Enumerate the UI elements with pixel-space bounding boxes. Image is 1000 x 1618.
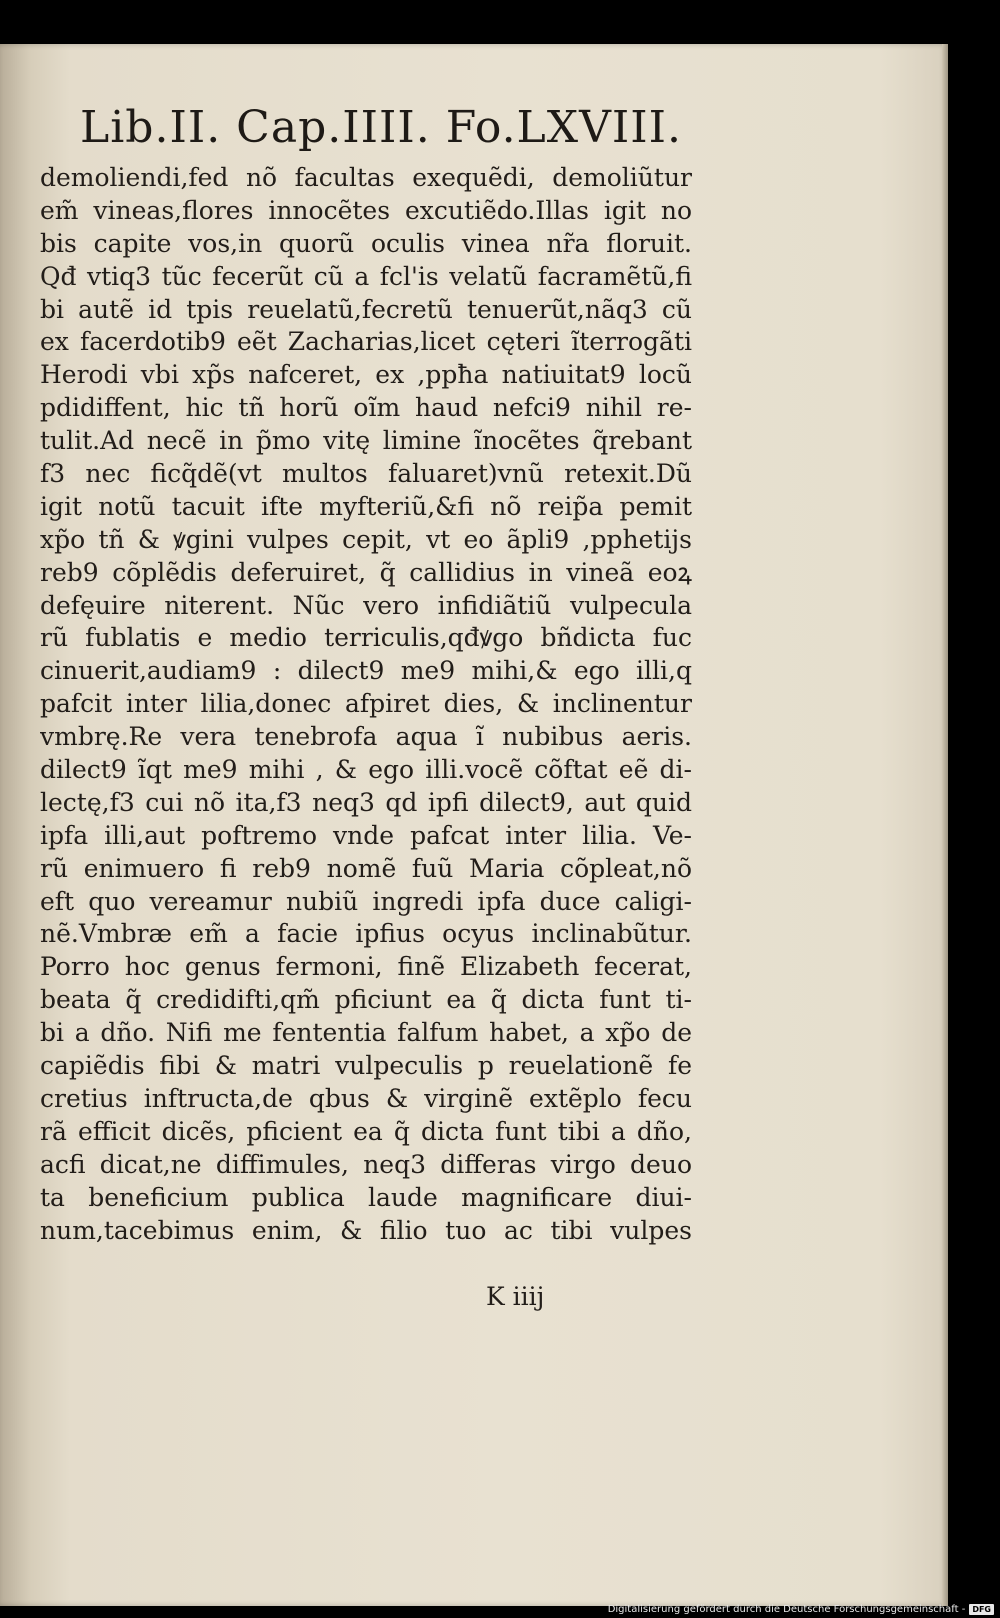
- text-line: bis capite vos,in quorũ oculis vinea nr̃a floruit.: [40, 228, 692, 258]
- running-header: Lib.II. Cap.IIII. Fo.LXVIII.: [80, 102, 682, 153]
- text-line: xp̃o tñ & ꝟgini vulpes cepit, vt eo ãpli9 ,pphetijs: [40, 524, 692, 554]
- text-line: rũ fublatis e medio terriculis,qđꝟgo bñdicta fuc: [40, 623, 692, 653]
- text-line: nẽ.Vmbræ em̃ a facie ipfius ocyus inclinabũtur.: [40, 919, 692, 949]
- text-line: Porro hoc genus fermoni, finẽ Elizabeth fecerat,: [40, 952, 692, 982]
- text-line: ex facerdotib9 eẽt Zacharias,licet cęteri ĩterrogãti: [40, 327, 692, 357]
- text-line: cinuerit,audiam9 : dilect9 me9 mihi,& ego illi,q: [40, 656, 692, 686]
- text-line: lectę,f3 cui nõ ita,f3 neq3 qd ipfi dilect9, aut quid: [40, 787, 692, 817]
- digitization-credit: [608, 1604, 994, 1615]
- text-line: Qđ vtiq3 tũc fecerũt cũ a fcl'is velatũ facramẽtũ,fi: [40, 261, 692, 291]
- text-line: pdidiffent, hic tñ horũ oĩm haud nefci9 nihil re-: [40, 393, 692, 423]
- book-page: [0, 44, 948, 1606]
- text-line: pafcit inter lilia,donec afpiret dies, & inclinentur: [40, 689, 692, 719]
- text-line: Herodi vbi xp̃s nafceret, ex ,ppħa natiuitat9 locũ: [40, 360, 692, 390]
- text-line: ta beneficium publica laude magnificare diui-: [40, 1182, 692, 1212]
- text-line: demoliendi,fed nõ facultas exequẽdi, demoliũtur: [40, 163, 692, 192]
- text-line: reb9 cõplẽdis deferuiret, q̃ callidius in vineã eoꝝ: [40, 557, 692, 587]
- text-line: cretius inftructa,de qbus & virginẽ extẽplo fecu: [40, 1083, 692, 1113]
- dfg-logo: DFG: [969, 1604, 994, 1615]
- signature-mark: K iiij: [486, 1282, 545, 1311]
- text-line: igit notũ tacuit ifte myfteriũ,&fi nõ reip̃a pemit: [40, 491, 692, 521]
- text-line: defęuire niterent. Nũc vero infidiãtiũ vulpecula: [40, 590, 692, 620]
- text-line: bi a dño. Nifi me fententia falfum habet, a xp̃o de: [40, 1018, 692, 1048]
- body-text: [40, 162, 692, 1247]
- text-line: capiẽdis fibi & matri vulpeculis p reuelationẽ fe: [40, 1051, 692, 1081]
- text-line: bi autẽ id tpis reuelatũ,fecretũ tenuerũt,nãq3 cũ: [40, 294, 692, 324]
- text-line: tulit.Ad necẽ in p̃mo vitę limine ĩnocẽtes q̃rebant: [40, 426, 692, 456]
- text-line: num,tacebimus enim, & filio tuo ac tibi vulpes: [40, 1215, 692, 1245]
- text-line: em̃ vineas,flores innocẽtes excutiẽdo.Illas igit no: [40, 195, 692, 225]
- text-line: eft quo vereamur nubiũ ingredi ipfa duce caligi-: [40, 886, 692, 916]
- text-line: ipfa illi,aut poftremo vnde pafcat inter lilia. Ve-: [40, 820, 692, 850]
- page-edge: [942, 44, 948, 1606]
- text-line: dilect9 ĩqt me9 mihi , & ego illi.vocẽ cõftat eẽ di-: [40, 755, 692, 785]
- text-line: rũ enimuero fi reb9 nomẽ fuũ Maria cõpleat,nõ: [40, 853, 692, 883]
- text-line: f3 nec ficq̃dẽ(vt multos faluaret)vnũ retexit.Dũ: [40, 459, 692, 489]
- text-line: rã efficit dicẽs, pficient ea q̃ dicta funt tibi a dño,: [40, 1116, 692, 1146]
- text-line: vmbrę.Re vera tenebrofa aqua ĩ nubibus aeris.: [40, 722, 692, 752]
- text-line: beata q̃ credidifti,qm̃ pficiunt ea q̃ dicta funt ti-: [40, 985, 692, 1015]
- credit-text: Digitalisierung gefördert durch die Deutsche Forschungsgemeinschaft -: [607, 1604, 966, 1615]
- text-line: acfi dicat,ne diffimules, neq3 differas virgo deuo: [40, 1149, 692, 1179]
